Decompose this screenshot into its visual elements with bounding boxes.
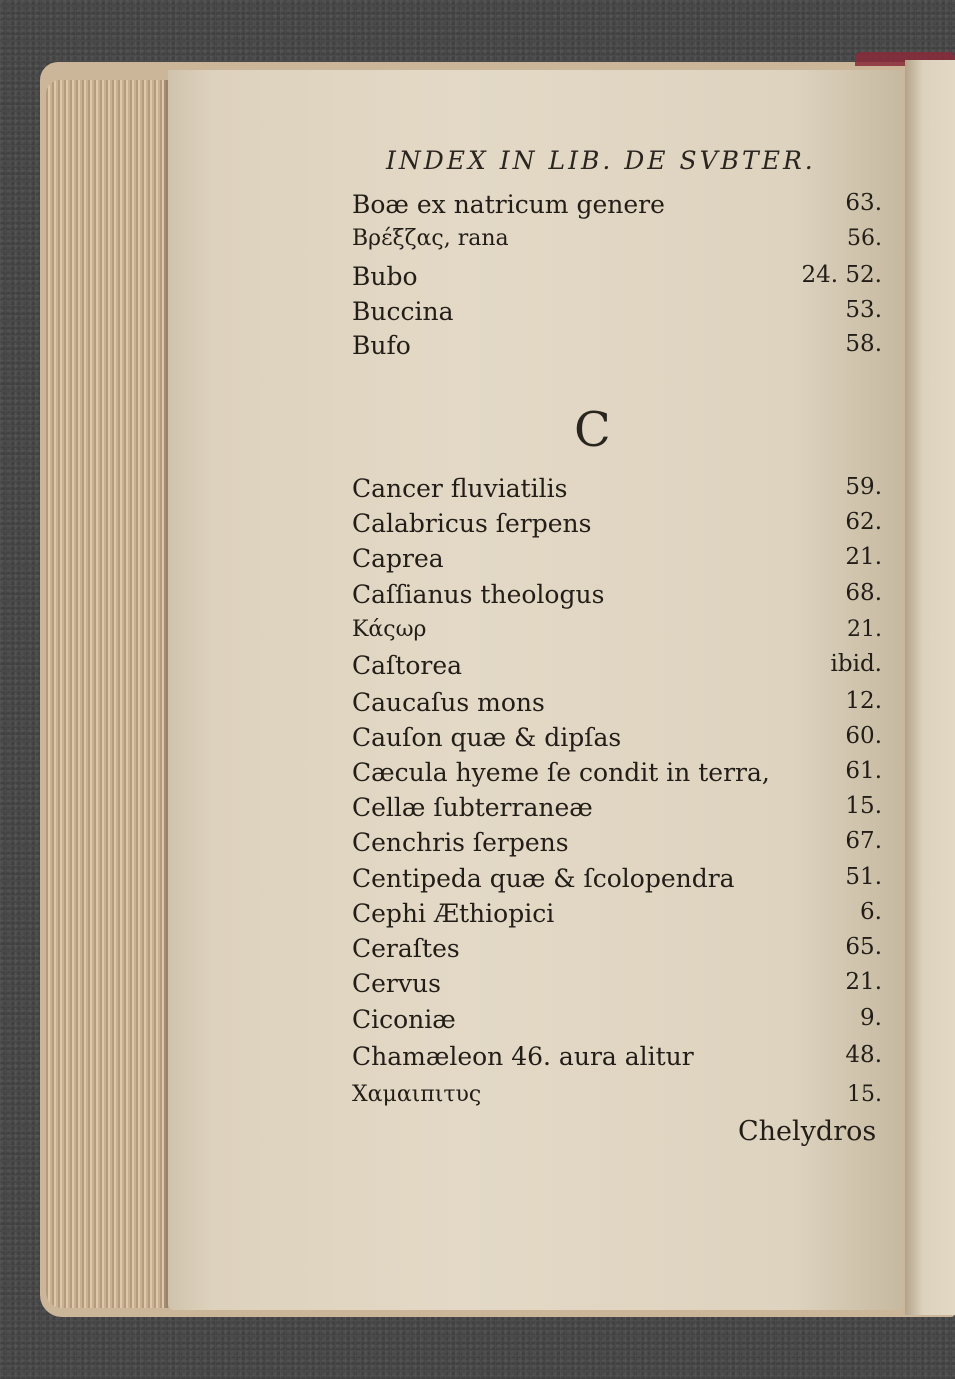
entry-page: 61.: [845, 758, 882, 784]
index-entry: [352, 474, 882, 510]
index-entry: [352, 617, 882, 653]
entry-page: ibid.: [830, 651, 882, 677]
index-entry: [352, 580, 882, 616]
entry-term: Caprea: [352, 544, 444, 573]
index-entry: [352, 331, 882, 367]
index-entry: [352, 544, 882, 580]
index-entry: [352, 1042, 882, 1078]
facing-page: [905, 60, 955, 1315]
entry-page: 51.: [845, 864, 882, 890]
entry-term: Cellæ ſubterraneæ: [352, 793, 593, 822]
index-entry: [352, 1082, 882, 1118]
index-entry: [352, 651, 882, 687]
entry-term: Cephi Æthiopici: [352, 899, 555, 928]
entry-term: Cauſon quæ & dipſas: [352, 723, 622, 752]
entry-term: Βρέξζας, rana: [352, 226, 509, 251]
index-entry: [352, 758, 882, 794]
index-entry: [352, 509, 882, 545]
entry-page: 56.: [847, 226, 882, 251]
index-entry: [352, 297, 882, 333]
entry-page: 58.: [845, 331, 882, 357]
entry-page: 21.: [847, 617, 882, 642]
entry-term: Caſſianus theologus: [352, 580, 605, 609]
section-letter: C: [574, 402, 611, 458]
entry-page: 67.: [845, 828, 882, 854]
entry-term: Boæ ex natricum genere: [352, 190, 665, 219]
entry-term: Cancer fluviatilis: [352, 474, 568, 503]
entry-page: 15.: [847, 1082, 882, 1107]
entry-term: Buccina: [352, 297, 454, 326]
entry-page: 9.: [860, 1005, 882, 1031]
index-entry: [352, 226, 882, 262]
index-entry: [352, 864, 882, 900]
entry-page: 48.: [845, 1042, 882, 1068]
entry-page: 15.: [845, 793, 882, 819]
entry-term: Cæcula hyeme ſe condit in terra,: [352, 758, 770, 787]
entry-page: 63.: [845, 190, 882, 216]
entry-term: Cenchris ſerpens: [352, 828, 569, 857]
index-entry: [352, 828, 882, 864]
entry-term: Ciconiæ: [352, 1005, 456, 1034]
entry-term: Caucaſus mons: [352, 688, 545, 717]
entry-page: 12.: [845, 688, 882, 714]
entry-page: 65.: [845, 934, 882, 960]
entry-term: Cervus: [352, 969, 441, 998]
page-edges: [46, 80, 178, 1308]
index-entry: [352, 969, 882, 1005]
entry-term: Ceraſtes: [352, 934, 460, 963]
entry-page: 21.: [845, 544, 882, 570]
entry-term: Κάςωρ: [352, 617, 427, 642]
index-entry: [352, 723, 882, 759]
index-entry: [352, 1005, 882, 1041]
entry-term: Bufo: [352, 331, 411, 360]
entry-term: Bubo: [352, 262, 418, 291]
catchword: Chelydros: [738, 1116, 877, 1147]
entry-page: 24. 52.: [801, 262, 882, 288]
entry-page: 53.: [845, 297, 882, 323]
entry-page: 59.: [845, 474, 882, 500]
index-entry: [352, 688, 882, 724]
index-entry: [352, 793, 882, 829]
entry-term: Caſtorea: [352, 651, 463, 680]
index-entry: [352, 190, 882, 226]
entry-page: 60.: [845, 723, 882, 749]
entry-page: 6.: [860, 899, 882, 925]
running-header: INDEX IN LIB. DE SVBTER.: [386, 146, 816, 175]
entry-term: Chamæleon 46. aura alitur: [352, 1042, 694, 1071]
entry-term: Χαμαιπιτυς: [352, 1082, 482, 1107]
entry-page: 21.: [845, 969, 882, 995]
index-entry: [352, 934, 882, 970]
entry-term: Calabricus ſerpens: [352, 509, 592, 538]
entry-page: 62.: [845, 509, 882, 535]
entry-term: Centipeda quæ & ſcolopendra: [352, 864, 735, 893]
index-entry: [352, 899, 882, 935]
index-entry: [352, 262, 882, 298]
entry-page: 68.: [845, 580, 882, 606]
